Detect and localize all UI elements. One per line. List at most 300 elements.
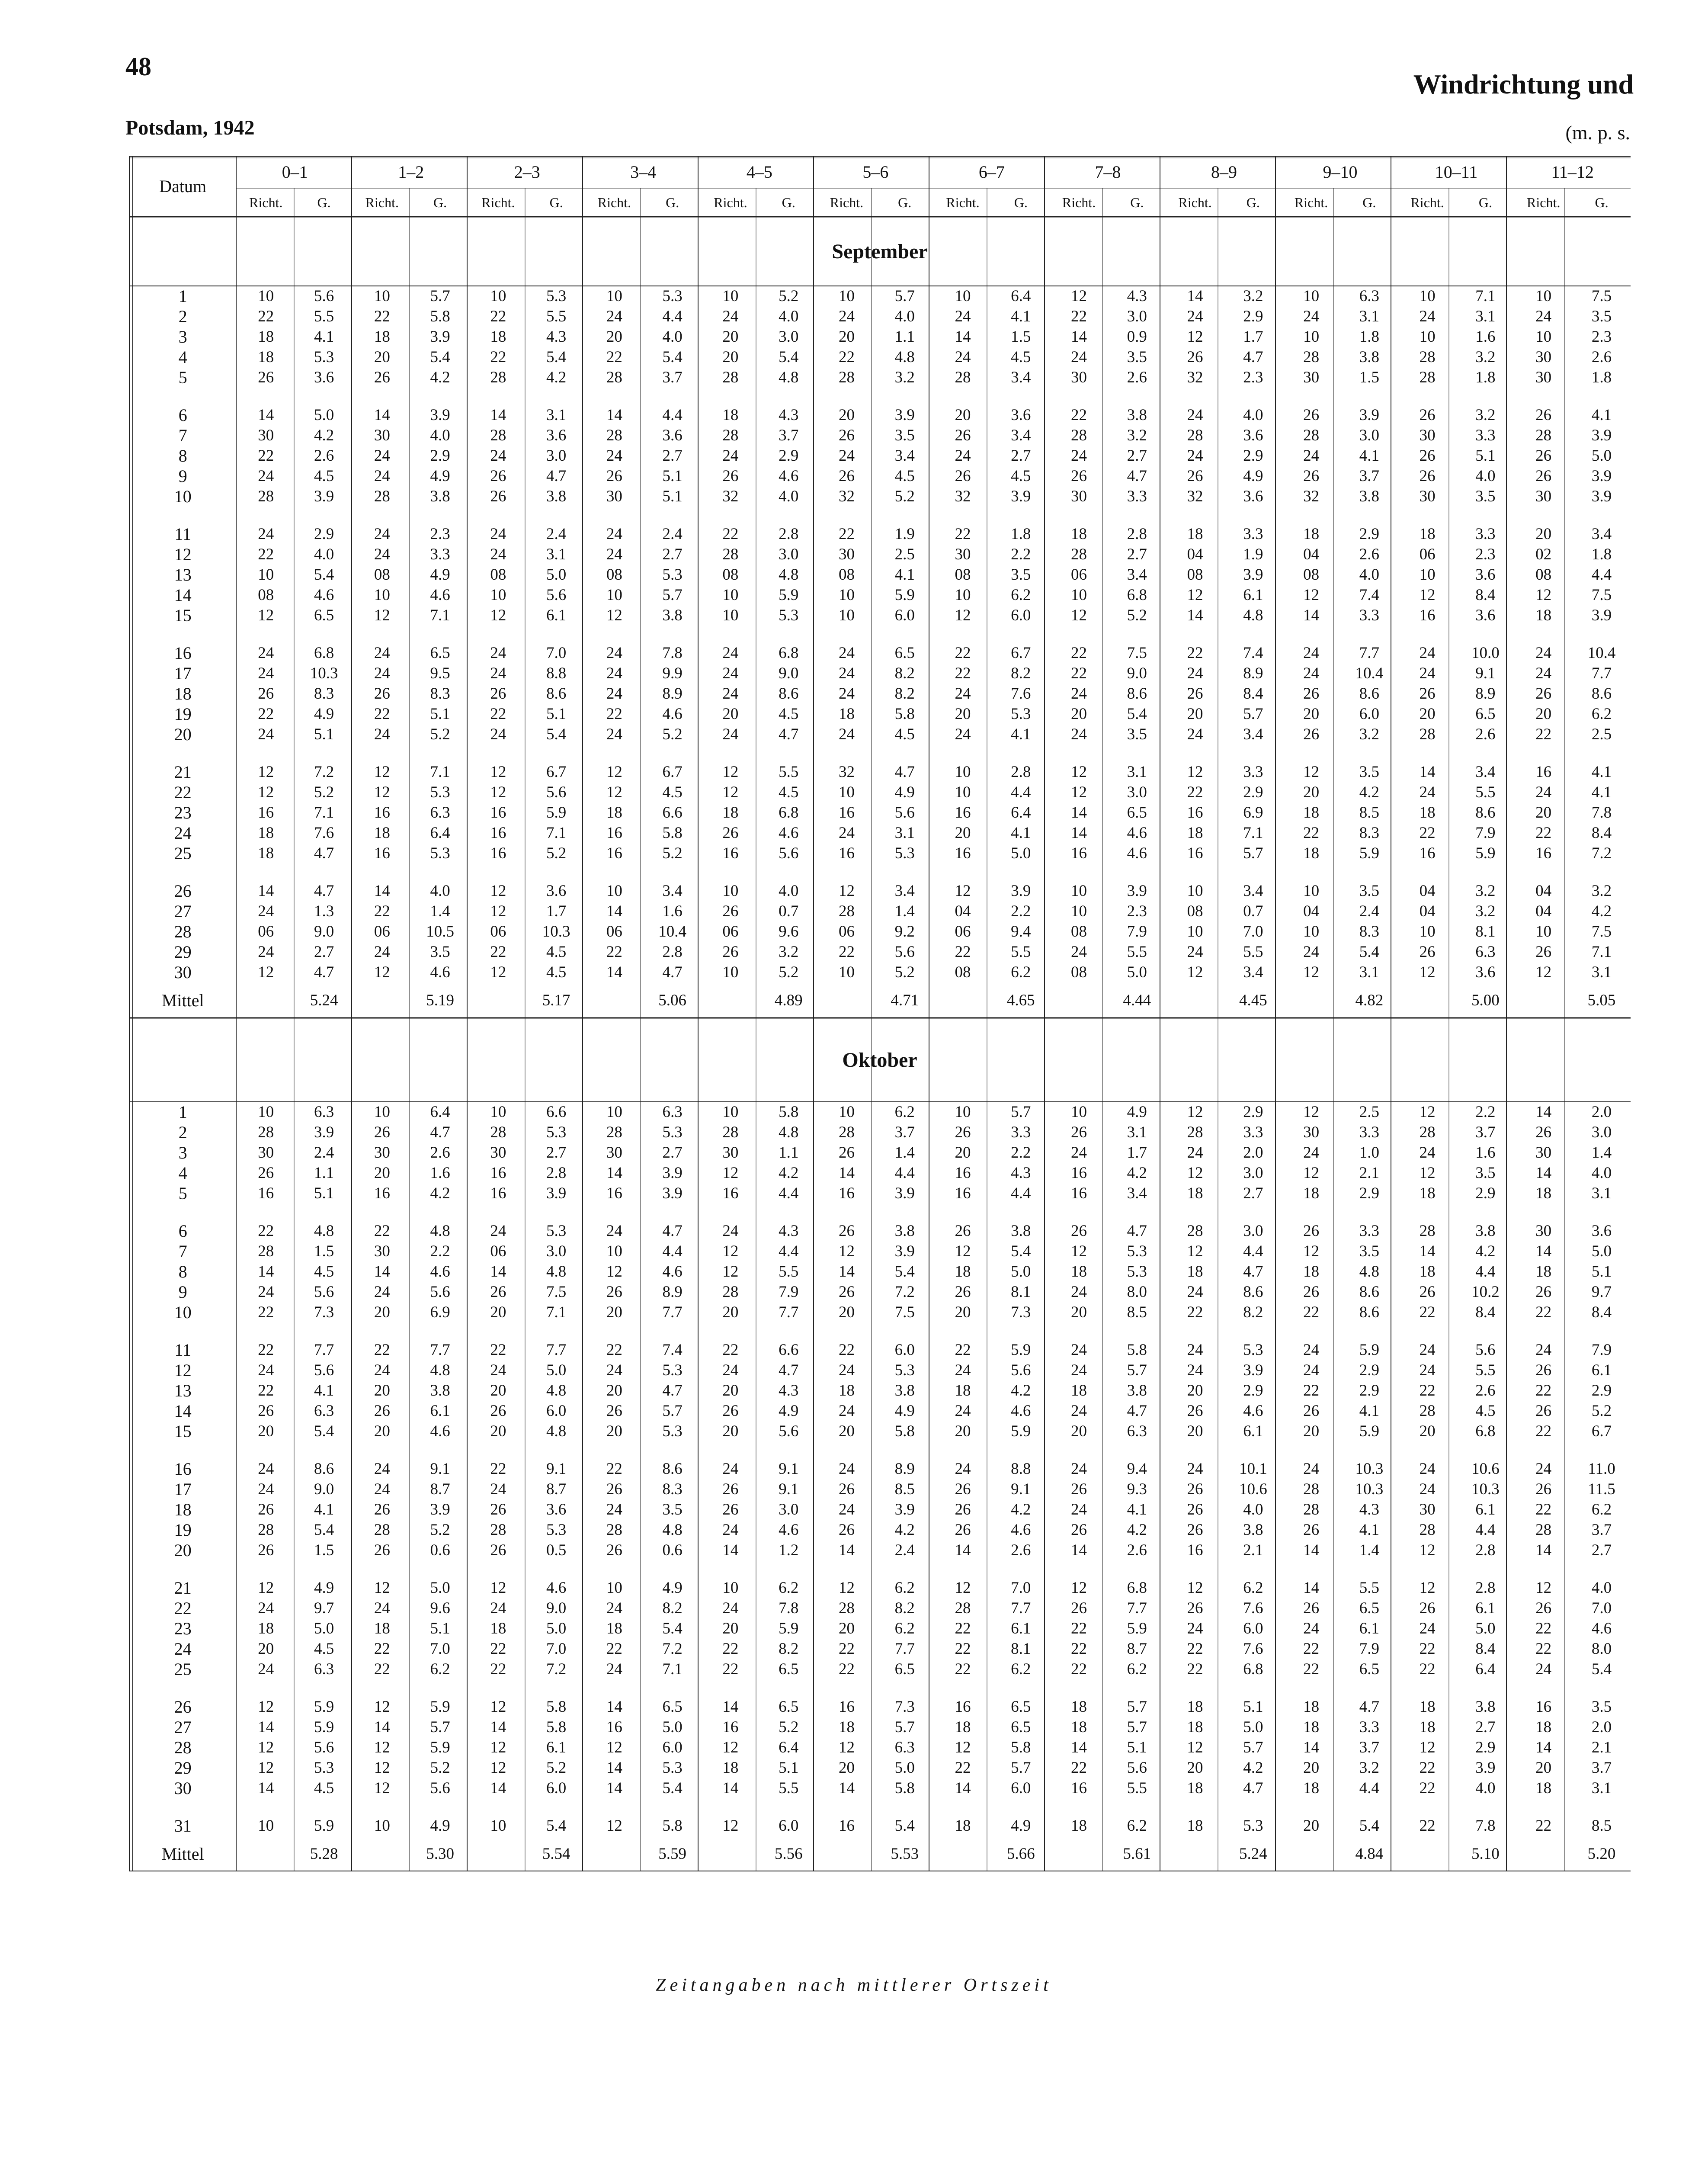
speed-cell: 3.7 — [779, 427, 799, 444]
speed-cell: 4.7 — [314, 882, 334, 900]
speed-cell: 2.9 — [1359, 1382, 1379, 1399]
day-cell: 22 — [174, 783, 192, 802]
speed-cell: 4.7 — [546, 467, 567, 485]
direction-cell: 22 — [1187, 1660, 1203, 1678]
speed-cell: 3.8 — [1475, 1222, 1496, 1240]
table-row — [129, 1758, 1631, 1778]
speed-cell: 9.1 — [430, 1460, 450, 1478]
direction-cell: 20 — [955, 705, 971, 723]
speed-cell: 6.6 — [662, 804, 683, 822]
table-row — [129, 327, 1631, 347]
direction-cell: 26 — [1187, 685, 1203, 703]
direction-cell: 14 — [374, 406, 390, 424]
direction-cell: 26 — [258, 369, 274, 386]
direction-cell: 16 — [1187, 1541, 1203, 1559]
direction-cell: 10 — [1303, 882, 1320, 900]
speed-cell: 6.1 — [1475, 1599, 1496, 1617]
speed-header: G. — [1246, 194, 1260, 210]
direction-cell: 22 — [374, 1660, 390, 1678]
direction-cell: 12 — [1071, 763, 1087, 781]
direction-cell: 24 — [722, 1222, 739, 1240]
speed-cell: 6.3 — [430, 804, 450, 822]
speed-cell: 4.8 — [430, 1361, 450, 1379]
speed-cell: 3.5 — [894, 427, 915, 444]
direction-cell: 16 — [838, 1184, 855, 1202]
speed-cell: 5.7 — [1127, 1361, 1147, 1379]
speed-cell: 2.6 — [1591, 348, 1612, 366]
direction-cell: 22 — [490, 943, 506, 961]
speed-cell: 7.5 — [1127, 644, 1147, 662]
speed-cell: 6.1 — [546, 1739, 567, 1756]
table-row — [129, 1221, 1631, 1241]
speed-cell: 6.4 — [430, 1103, 450, 1121]
direction-cell: 10 — [955, 586, 971, 604]
day-cell: 7 — [178, 1242, 187, 1261]
direction-cell: 12 — [490, 1579, 506, 1597]
speed-cell: 7.0 — [1591, 1599, 1612, 1617]
direction-cell: 06 — [258, 923, 274, 940]
direction-header: Richt. — [1294, 194, 1328, 210]
direction-cell: 28 — [1303, 1501, 1320, 1518]
direction-cell: 18 — [1187, 1184, 1203, 1202]
direction-cell: 14 — [1071, 824, 1087, 842]
speed-cell: 1.6 — [662, 902, 683, 920]
page-number: 48 — [125, 52, 151, 81]
speed-cell: 5.1 — [1591, 1263, 1612, 1280]
direction-cell: 20 — [1071, 705, 1087, 723]
mean-spacer — [702, 1836, 760, 1871]
speed-cell: 8.6 — [1127, 685, 1147, 703]
speed-cell: 4.6 — [1127, 824, 1147, 842]
speed-cell: 1.1 — [894, 328, 915, 346]
speed-cell: 4.7 — [894, 763, 915, 781]
speed-cell: 3.9 — [894, 1184, 915, 1202]
speed-cell: 8.6 — [314, 1460, 334, 1478]
direction-cell: 20 — [1419, 1422, 1436, 1440]
speed-cell: 3.3 — [1011, 1123, 1031, 1141]
direction-header: Richt. — [597, 194, 631, 210]
speed-cell: 5.7 — [1243, 1739, 1263, 1756]
speed-cell: 2.7 — [1127, 546, 1147, 563]
table-row — [129, 405, 1631, 425]
direction-cell: 12 — [1187, 1242, 1203, 1260]
direction-cell: 24 — [1187, 406, 1203, 424]
direction-cell: 04 — [1187, 546, 1203, 563]
direction-cell: 16 — [490, 804, 506, 822]
location-year: Potsdam, 1942 — [125, 116, 255, 139]
direction-cell: 22 — [1419, 1779, 1436, 1797]
speed-cell: 4.1 — [1591, 783, 1612, 801]
speed-cell: 2.2 — [1011, 546, 1031, 563]
table-row — [129, 1340, 1631, 1360]
speed-cell: 4.7 — [1127, 467, 1147, 485]
speed-cell: 4.4 — [1475, 1521, 1496, 1539]
table-row — [129, 1380, 1631, 1401]
direction-cell: 28 — [606, 369, 622, 386]
speed-cell: 4.4 — [1011, 783, 1031, 801]
speed-cell: 2.9 — [1359, 525, 1379, 543]
table-row — [129, 1598, 1631, 1618]
speed-cell: 5.0 — [1127, 963, 1147, 981]
speed-cell: 4.8 — [779, 566, 799, 584]
speed-cell: 6.2 — [779, 1579, 799, 1597]
speed-cell: 6.2 — [894, 1620, 915, 1637]
direction-cell: 20 — [1303, 1759, 1320, 1777]
direction-cell: 16 — [838, 1698, 855, 1716]
speed-cell: 6.7 — [546, 763, 567, 781]
direction-cell: 26 — [722, 1402, 739, 1420]
direction-cell: 24 — [1419, 664, 1436, 682]
speed-cell: 2.7 — [1011, 447, 1031, 465]
speed-cell: 3.9 — [430, 406, 450, 424]
direction-cell: 20 — [1419, 705, 1436, 723]
speed-cell: 10.4 — [658, 923, 687, 940]
speed-cell: 5.0 — [662, 1718, 683, 1736]
speed-cell: 6.3 — [1359, 287, 1379, 305]
speed-cell: 5.6 — [430, 1779, 450, 1797]
speed-cell: 6.2 — [1011, 963, 1031, 981]
direction-cell: 12 — [722, 1817, 739, 1835]
direction-cell: 24 — [258, 1361, 274, 1379]
speed-cell: 3.7 — [1359, 467, 1379, 485]
direction-cell: 10 — [1535, 923, 1552, 940]
speed-cell: 3.9 — [1127, 882, 1147, 900]
direction-cell: 24 — [838, 1460, 855, 1478]
speed-cell: 1.2 — [779, 1541, 799, 1559]
direction-cell: 18 — [1419, 1698, 1436, 1716]
speed-cell: 7.9 — [1359, 1640, 1379, 1658]
direction-cell: 26 — [1303, 725, 1320, 743]
speed-header: G. — [1014, 194, 1028, 210]
direction-cell: 24 — [1071, 1361, 1087, 1379]
table-row — [129, 1142, 1631, 1163]
speed-cell: 3.3 — [430, 546, 450, 563]
direction-cell: 24 — [1187, 1341, 1203, 1359]
direction-cell: 18 — [606, 804, 622, 822]
speed-cell: 4.5 — [314, 467, 334, 485]
table-row — [129, 1261, 1631, 1282]
speed-cell: 5.2 — [894, 963, 915, 981]
speed-cell: 9.3 — [1127, 1480, 1147, 1498]
mean-value: 4.82 — [1355, 991, 1384, 1009]
direction-cell: 26 — [1303, 1599, 1320, 1617]
speed-cell: 4.5 — [1011, 348, 1031, 366]
direction-cell: 22 — [490, 1460, 506, 1478]
hour-group-header: 11–12 — [1551, 162, 1594, 182]
day-cell: 4 — [178, 347, 187, 367]
speed-cell: 3.5 — [1011, 566, 1031, 584]
direction-cell: 28 — [1071, 546, 1087, 563]
direction-cell: 14 — [490, 1263, 506, 1280]
speed-cell: 2.9 — [1243, 447, 1263, 465]
direction-cell: 10 — [1419, 287, 1436, 305]
direction-cell: 14 — [1535, 1164, 1552, 1182]
speed-cell: 6.3 — [314, 1660, 334, 1678]
speed-cell: 0.6 — [430, 1541, 450, 1559]
speed-cell: 10.0 — [1471, 644, 1500, 662]
direction-cell: 22 — [1071, 664, 1087, 682]
direction-cell: 18 — [1303, 525, 1320, 543]
day-cell: 3 — [178, 1143, 187, 1162]
direction-cell: 26 — [1187, 1521, 1203, 1539]
speed-cell: 4.1 — [894, 566, 915, 584]
direction-cell: 10 — [838, 1103, 855, 1121]
direction-header: Richt. — [1527, 194, 1561, 210]
direction-cell: 24 — [606, 1501, 622, 1518]
speed-cell: 8.6 — [1475, 804, 1496, 822]
direction-cell: 12 — [955, 607, 971, 624]
direction-cell: 22 — [606, 705, 622, 723]
direction-cell: 26 — [490, 685, 506, 703]
speed-cell: 8.3 — [430, 685, 450, 703]
direction-cell: 22 — [374, 1222, 390, 1240]
direction-cell: 26 — [490, 1283, 506, 1301]
speed-cell: 3.3 — [1359, 607, 1379, 624]
speed-cell: 5.1 — [1243, 1698, 1263, 1716]
speed-cell: 7.1 — [546, 1303, 567, 1321]
direction-cell: 12 — [1187, 1103, 1203, 1121]
speed-cell: 5.3 — [662, 1422, 683, 1440]
speed-cell: 6.4 — [1011, 804, 1031, 822]
direction-cell: 24 — [374, 525, 390, 543]
speed-cell: 4.3 — [779, 1222, 799, 1240]
speed-cell: 7.5 — [1591, 287, 1612, 305]
direction-cell: 22 — [1535, 1620, 1552, 1637]
speed-cell: 7.7 — [314, 1341, 334, 1359]
direction-cell: 22 — [606, 943, 622, 961]
direction-cell: 28 — [722, 1123, 739, 1141]
speed-cell: 4.7 — [779, 1361, 799, 1379]
direction-cell: 10 — [722, 882, 739, 900]
speed-cell: 3.1 — [1359, 963, 1379, 981]
speed-cell: 5.3 — [1011, 705, 1031, 723]
speed-cell: 2.1 — [1591, 1739, 1612, 1756]
speed-cell: 5.2 — [1591, 1402, 1612, 1420]
direction-cell: 22 — [1187, 644, 1203, 662]
speed-cell: 3.8 — [1127, 1382, 1147, 1399]
speed-cell: 2.4 — [894, 1541, 915, 1559]
spacer-cell — [129, 626, 1631, 643]
speed-cell: 4.3 — [1359, 1501, 1379, 1518]
direction-cell: 24 — [374, 447, 390, 465]
table-row — [129, 762, 1631, 782]
direction-cell: 24 — [1303, 1341, 1320, 1359]
direction-cell: 26 — [955, 427, 971, 444]
direction-cell: 22 — [258, 1341, 274, 1359]
speed-cell: 2.4 — [1359, 902, 1379, 920]
speed-cell: 5.9 — [430, 1739, 450, 1756]
direction-cell: 22 — [955, 664, 971, 682]
speed-cell: 1.4 — [1591, 1144, 1612, 1162]
direction-cell: 16 — [955, 844, 971, 862]
speed-cell: 3.9 — [1591, 488, 1612, 505]
speed-cell: 3.0 — [546, 447, 567, 465]
direction-cell: 24 — [606, 725, 622, 743]
direction-cell: 10 — [838, 963, 855, 981]
direction-cell: 18 — [1303, 1718, 1320, 1736]
speed-cell: 5.6 — [314, 1361, 334, 1379]
speed-cell: 3.8 — [430, 1382, 450, 1399]
row-spacer — [129, 1679, 1631, 1697]
direction-cell: 26 — [722, 943, 739, 961]
speed-cell: 5.7 — [1011, 1103, 1031, 1121]
direction-cell: 18 — [1071, 1698, 1087, 1716]
direction-cell: 14 — [838, 1779, 855, 1797]
speed-cell: 5.4 — [1591, 1660, 1612, 1678]
speed-cell: 4.1 — [1359, 1521, 1379, 1539]
speed-cell: 6.5 — [779, 1698, 799, 1716]
speed-cell: 8.0 — [1591, 1640, 1612, 1658]
speed-cell: 4.5 — [314, 1640, 334, 1658]
direction-cell: 18 — [1303, 1184, 1320, 1202]
speed-cell: 8.3 — [1359, 923, 1379, 940]
speed-cell: 9.1 — [1011, 1480, 1031, 1498]
direction-cell: 10 — [490, 287, 506, 305]
direction-cell: 24 — [1071, 1341, 1087, 1359]
speed-cell: 3.5 — [430, 943, 450, 961]
date-header: Datum — [159, 177, 207, 196]
speed-cell: 3.0 — [779, 546, 799, 563]
direction-cell: 28 — [1187, 1123, 1203, 1141]
speed-cell: 4.6 — [1243, 1402, 1263, 1420]
direction-cell: 14 — [1071, 1739, 1087, 1756]
direction-cell: 26 — [1419, 943, 1436, 961]
speed-cell: 1.1 — [314, 1164, 334, 1182]
speed-cell: 4.0 — [314, 546, 334, 563]
speed-cell: 8.1 — [1011, 1640, 1031, 1658]
speed-cell: 9.0 — [779, 664, 799, 682]
speed-cell: 7.1 — [314, 804, 334, 822]
header-sub — [129, 188, 1631, 217]
speed-cell: 4.1 — [1591, 763, 1612, 781]
table-row — [129, 446, 1631, 466]
direction-cell: 26 — [374, 369, 390, 386]
direction-cell: 22 — [1535, 725, 1552, 743]
speed-cell: 8.6 — [1359, 1303, 1379, 1321]
direction-cell: 26 — [1187, 1501, 1203, 1518]
direction-cell: 18 — [1303, 1698, 1320, 1716]
direction-cell: 24 — [838, 824, 855, 842]
direction-cell: 26 — [722, 1501, 739, 1518]
speed-cell: 6.2 — [1243, 1579, 1263, 1597]
direction-cell: 22 — [1071, 1660, 1087, 1678]
direction-cell: 24 — [258, 664, 274, 682]
direction-cell: 26 — [1187, 1480, 1203, 1498]
speed-cell: 3.9 — [1359, 406, 1379, 424]
speed-header: G. — [1362, 194, 1376, 210]
speed-cell: 4.7 — [1127, 1402, 1147, 1420]
table-row — [129, 901, 1631, 921]
direction-cell: 30 — [1303, 369, 1320, 386]
direction-cell: 08 — [838, 566, 855, 584]
direction-cell: 20 — [838, 1422, 855, 1440]
speed-cell: 9.5 — [430, 664, 450, 682]
speed-cell: 4.0 — [779, 308, 799, 325]
mean-spacer — [469, 982, 527, 1018]
direction-cell: 26 — [606, 1541, 622, 1559]
day-cell: 19 — [174, 1520, 192, 1540]
direction-cell: 18 — [1071, 1382, 1087, 1399]
direction-cell: 22 — [1187, 1640, 1203, 1658]
direction-cell: 24 — [955, 1361, 971, 1379]
speed-cell: 7.1 — [662, 1660, 683, 1678]
direction-cell: 10 — [258, 1103, 274, 1121]
speed-cell: 4.4 — [1243, 1242, 1263, 1260]
direction-cell: 10 — [955, 287, 971, 305]
speed-cell: 5.2 — [546, 844, 567, 862]
speed-cell: 4.1 — [1127, 1501, 1147, 1518]
speed-cell: 4.1 — [1359, 1402, 1379, 1420]
direction-cell: 18 — [1187, 1263, 1203, 1280]
hour-group-header: 7–8 — [1095, 162, 1121, 182]
direction-cell: 28 — [1419, 1222, 1436, 1240]
direction-cell: 22 — [1303, 1640, 1320, 1658]
speed-cell: 4.5 — [1011, 467, 1031, 485]
direction-cell: 10 — [1419, 566, 1436, 584]
direction-cell: 18 — [1303, 1263, 1320, 1280]
direction-cell: 12 — [1419, 963, 1436, 981]
mean-spacer — [353, 982, 411, 1018]
day-cell: 16 — [174, 1459, 192, 1479]
day-cell: 9 — [178, 1282, 187, 1302]
speed-cell: 4.9 — [894, 783, 915, 801]
direction-cell: 20 — [374, 1303, 390, 1321]
direction-cell: 30 — [374, 427, 390, 444]
speed-cell: 3.1 — [1591, 1184, 1612, 1202]
speed-cell: 5.7 — [1011, 1759, 1031, 1777]
speed-cell: 4.4 — [662, 1242, 683, 1260]
speed-cell: 5.7 — [1127, 1698, 1147, 1716]
table-row — [129, 704, 1631, 724]
direction-cell: 28 — [374, 488, 390, 505]
speed-cell: 3.3 — [1475, 525, 1496, 543]
speed-cell: 5.4 — [314, 1521, 334, 1539]
speed-cell: 6.5 — [894, 1660, 915, 1678]
direction-cell: 22 — [722, 1660, 739, 1678]
speed-cell: 1.5 — [314, 1541, 334, 1559]
direction-cell: 24 — [1419, 308, 1436, 325]
speed-cell: 10.2 — [1471, 1283, 1500, 1301]
direction-cell: 10 — [1187, 923, 1203, 940]
speed-cell: 4.7 — [1127, 1222, 1147, 1240]
speed-cell: 4.2 — [1011, 1501, 1031, 1518]
day-cell: 13 — [174, 1381, 192, 1400]
speed-cell: 4.0 — [1243, 406, 1263, 424]
speed-cell: 3.7 — [1591, 1521, 1612, 1539]
speed-cell: 9.4 — [1127, 1460, 1147, 1478]
speed-cell: 2.4 — [314, 1144, 334, 1162]
table-row — [129, 1282, 1631, 1302]
speed-cell: 7.1 — [1475, 287, 1496, 305]
direction-cell: 20 — [722, 705, 739, 723]
direction-cell: 14 — [1535, 1242, 1552, 1260]
speed-cell: 9.2 — [894, 923, 915, 940]
speed-cell: 3.2 — [1475, 348, 1496, 366]
direction-cell: 08 — [1187, 902, 1203, 920]
mean-row — [129, 982, 1631, 1018]
direction-cell: 26 — [1535, 467, 1552, 485]
table-row — [129, 921, 1631, 942]
direction-cell: 24 — [1303, 308, 1320, 325]
direction-cell: 22 — [1535, 824, 1552, 842]
direction-cell: 24 — [722, 725, 739, 743]
direction-cell: 26 — [1535, 447, 1552, 465]
direction-cell: 24 — [374, 1361, 390, 1379]
speed-cell: 3.8 — [546, 488, 567, 505]
direction-cell: 28 — [606, 427, 622, 444]
speed-cell: 2.6 — [430, 1144, 450, 1162]
speed-cell: 5.5 — [1359, 1579, 1379, 1597]
